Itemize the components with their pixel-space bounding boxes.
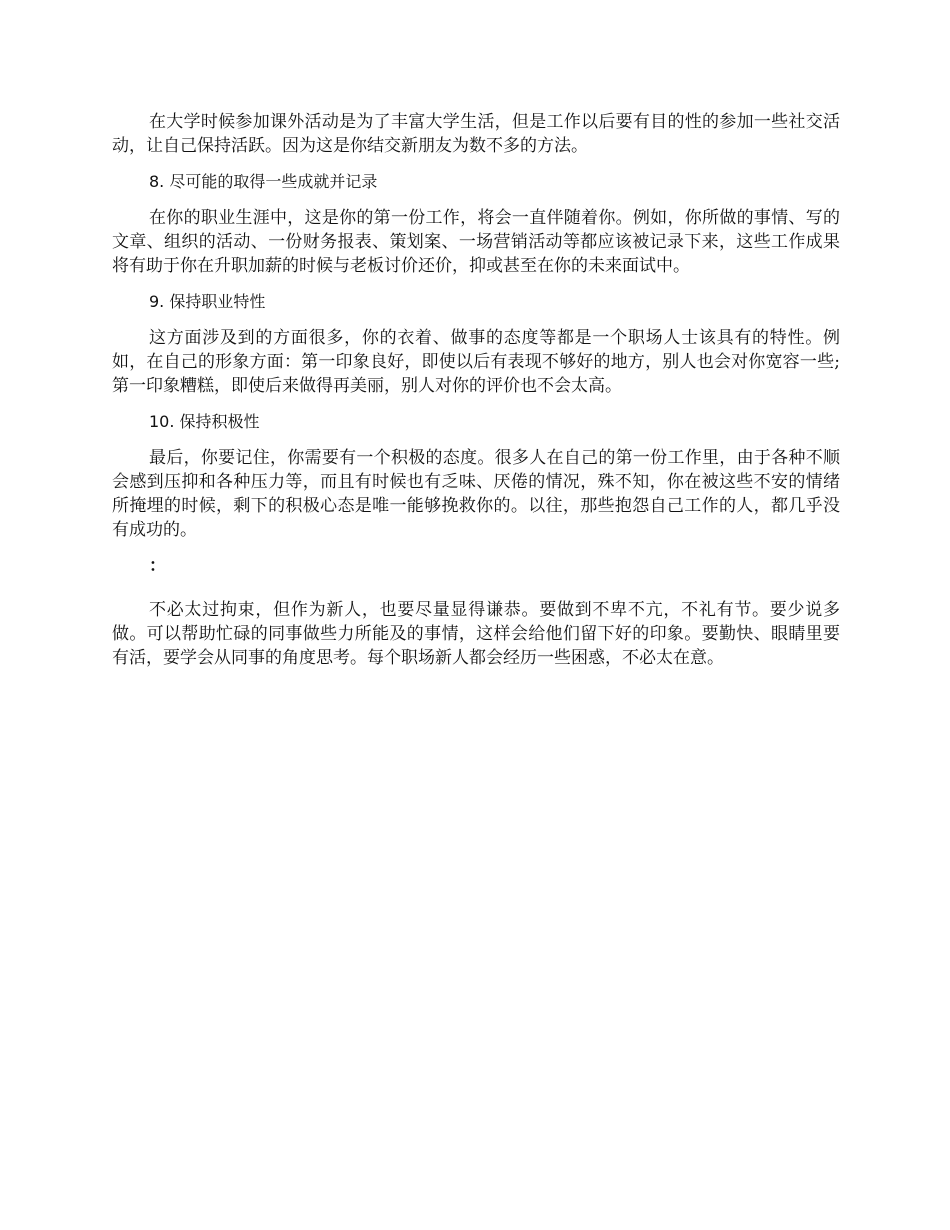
heading-professionalism: 9. 保持职业特性 xyxy=(149,292,266,311)
document-page xyxy=(112,110,840,682)
paragraph-record-achievements: 在你的职业生涯中，这是你的第一份工作，将会一直伴随着你。例如，你所做的事情、写的文章、组织的活动、一份财务报表、策划案、一场营销活动等都应该被记录下来，这些工作成果将有助于你在升职加薪的时候与老板讨价还价，抑或甚至在你的未来面试中。 xyxy=(112,208,840,276)
paragraph-social-activities: 在大学时候参加课外活动是为了丰富大学生活，但是工作以后要有目的性的参加一些社交活动，让自己保持活跃。因为这是你结交新朋友为数不多的方法。 xyxy=(112,112,840,156)
heading-record-achievements: 8. 尽可能的取得一些成就并记录 xyxy=(149,172,378,191)
colon-marker: ： xyxy=(149,556,166,576)
paragraph-newcomer-advice: 不必太过拘束，但作为新人，也要尽量显得谦恭。要做到不卑不亢，不礼有节。要少说多做。可以帮助忙碌的同事做些力所能及的事情，这样会给他们留下好的印象。要勤快、眼睛里要有活，要学会从同事的角度思考。每个职场新人都会经历一些困惑，不必太在意。 xyxy=(112,600,840,668)
heading-positivity: 10. 保持积极性 xyxy=(149,412,260,431)
paragraph-positivity: 最后，你要记住，你需要有一个积极的态度。很多人在自己的第一份工作里，由于各种不顺会感到压抑和各种压力等，而且有时候也有乏味、厌倦的情况，殊不知，你在被这些不安的情绪所掩埋的时候，剩下的积极心态是唯一能够挽救你的。以往，那些抱怨自己工作的人，都几乎没有成功的。 xyxy=(112,448,840,540)
paragraph-professionalism: 这方面涉及到的方面很多，你的衣着、做事的态度等都是一个职场人士该具有的特性。例如，在自己的形象方面：第一印象良好，即使以后有表现不够好的地方，别人也会对你宽容一些;第一印象糟糕，即使后来做得再美丽，别人对你的评价也不会太高。 xyxy=(112,328,840,396)
